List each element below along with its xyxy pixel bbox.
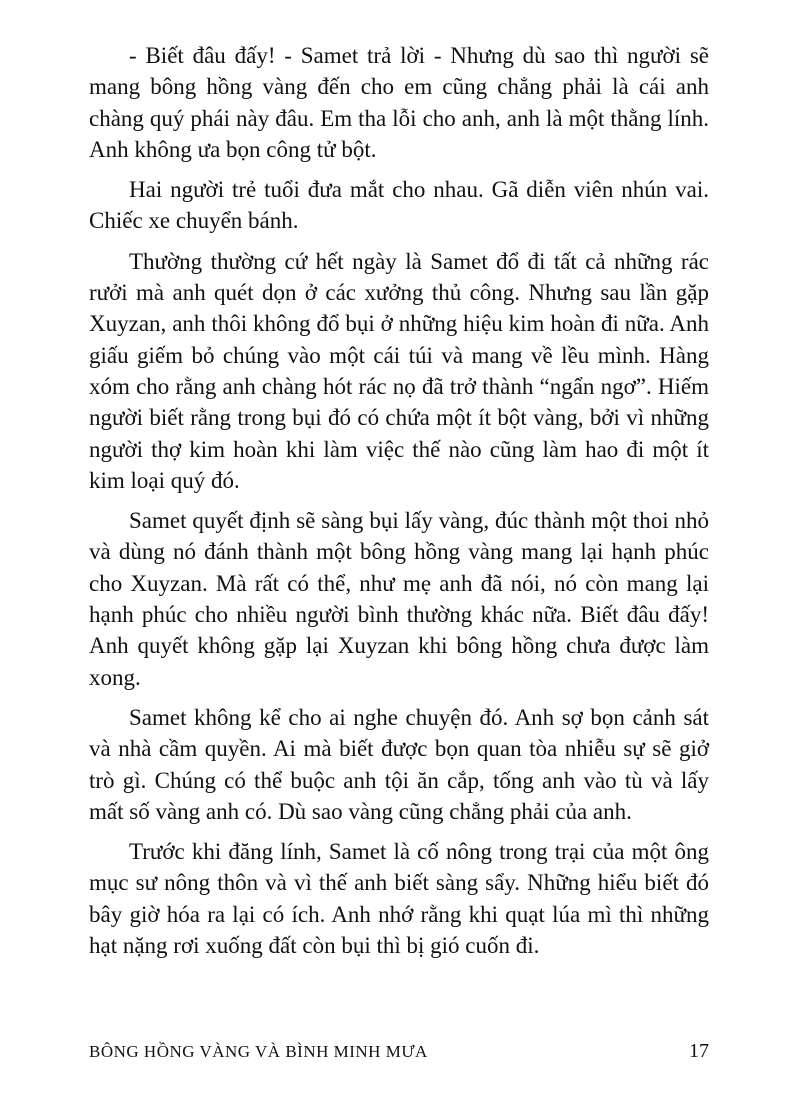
body-text: [89, 40, 709, 970]
paragraph-2: Hai người trẻ tuổi đưa mắt cho nhau. Gã diễn viên nhún vai. Chiếc xe chuyển bánh.: [89, 177, 709, 234]
page-footer: [89, 1040, 709, 1063]
running-title: BÔNG HỒNG VÀNG VÀ BÌNH MINH MƯA: [89, 1042, 428, 1061]
paragraph-6: Trước khi đăng lính, Samet là cố nông trong trại của một ông mục sư nông thôn và vì thế anh biết sàng sẩy. Những hiểu biết đó bây giờ hóa ra lại có ích. Anh nhớ rằng khi quạt lúa mì thì những hạt nặng rơi xuống đất còn bụi thì bị gió cuốn đi.: [89, 839, 709, 959]
paragraph-5: Samet không kể cho ai nghe chuyện đó. Anh sợ bọn cảnh sát và nhà cầm quyền. Ai mà biết được bọn quan tòa nhiễu sự sẽ giở trò gì. Chúng có thể buộc anh tội ăn cắp, tống anh vào tù và lấy mất số vàng anh có. Dù sao vàng cũng chẳng phải của anh.: [89, 704, 709, 824]
paragraph-1: - Biết đâu đấy! - Samet trả lời - Nhưng dù sao thì người sẽ mang bông hồng vàng đến cho em cũng chẳng phải là cái anh chàng quý phái này đâu. Em tha lỗi cho anh, anh là một thằng lính. Anh không ưa bọn công tử bột.: [89, 43, 709, 162]
page-number: 17: [689, 1040, 709, 1062]
paragraph-3: Thường thường cứ hết ngày là Samet đổ đi tất cả những rác rưởi mà anh quét dọn ở các xưởng thủ công. Nhưng sau lần gặp Xuyzan, anh thôi không đổ bụi ở những hiệu kim hoàn đi nữa. Anh giấu giếm bỏ chúng vào một cái túi và mang về lều mình. Hàng xóm cho rằng anh chàng hót rác nọ đã trở thành “ngẩn ngơ”. Hiếm người biết rằng trong bụi đó có chứa một ít bột vàng, bởi vì những người thợ kim hoàn khi làm việc thế nào cũng làm hao đi một ít kim loại quý đó.: [89, 248, 709, 493]
paragraph-4: Samet quyết định sẽ sàng bụi lấy vàng, đúc thành một thoi nhỏ và dùng nó đánh thành một bông hồng vàng mang lại hạnh phúc cho Xuyzan. Mà rất có thể, như mẹ anh đã nói, nó còn mang lại hạnh phúc cho nhiều người bình thường khác nữa. Biết đâu đấy! Anh quyết không gặp lại Xuyzan khi bông hồng chưa được làm xong.: [89, 508, 709, 690]
